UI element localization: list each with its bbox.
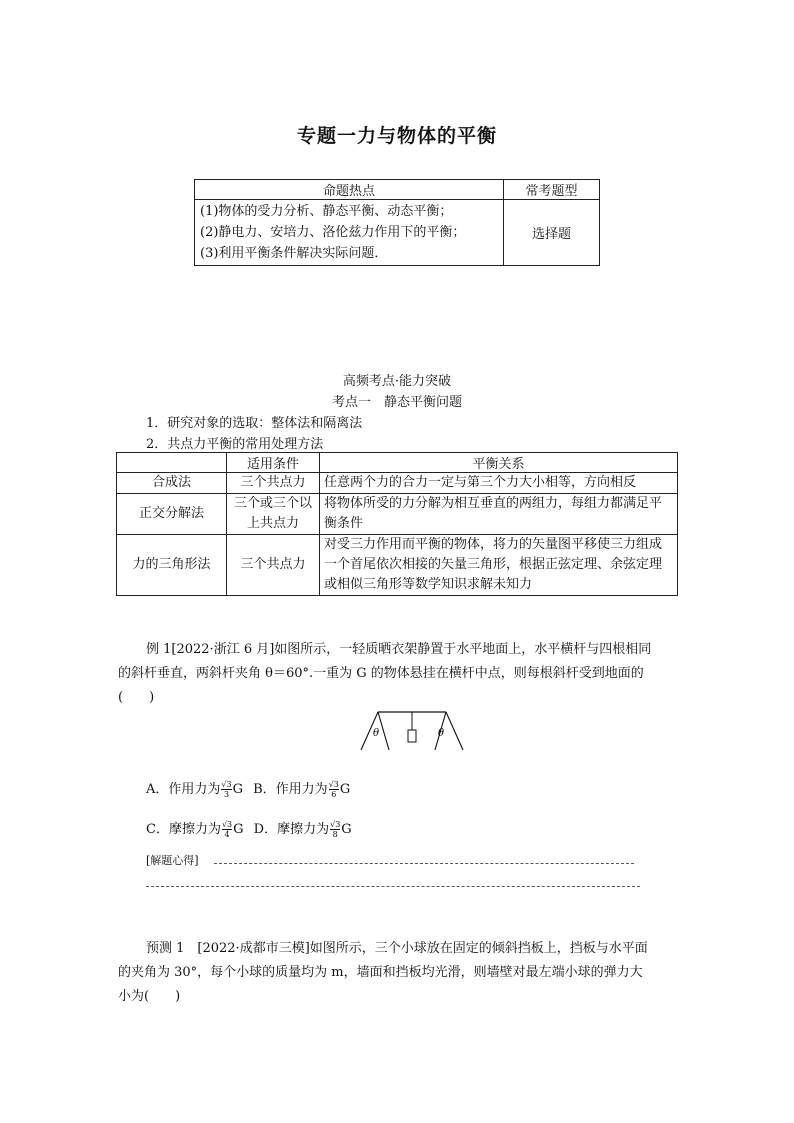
options-row-cd — [146, 818, 352, 839]
hot-topic-2: (2)静电力、安培力、洛伦兹力作用下的平衡； — [200, 225, 466, 240]
left-inner-rod — [378, 712, 389, 750]
hot-topic-1: (1)物体的受力分析、静态平衡、动态平衡； — [200, 204, 453, 219]
options-row-ab — [146, 778, 350, 799]
topic-table-header — [195, 180, 600, 200]
item-2: 2．共点力平衡的常用处理方法 — [146, 437, 324, 452]
hanging-weight — [408, 730, 416, 742]
clothes-rack-figure — [358, 706, 466, 754]
method-name: 合成法 — [117, 473, 227, 494]
option-c-suffix: G — [233, 822, 244, 837]
item-1: 1．研究对象的选取：整体法和隔离法 — [146, 416, 363, 431]
option-a-prefix: A．作用力为 — [146, 782, 221, 797]
example1-line1: 例 1[2022·浙江 6 月]如图所示，一轻质晒衣架静置于水平地面上，水平横杆与四根相同 — [146, 642, 652, 657]
section-subheading: 考点一 静态平衡问题 — [331, 395, 462, 410]
header-method — [117, 453, 227, 473]
option-d-suffix: G — [341, 822, 352, 837]
section-heading: 高频考点·能力突破 — [342, 374, 452, 389]
topic-table — [194, 179, 600, 266]
option-a-denominator: 3 — [223, 790, 230, 799]
method-relation: 对受三力作用而平衡的物体，将力的矢量图平移使三力组成一个首尾依次相接的矢量三角形，根据正弦定理、余弦定理或相似三角形等数学知识求解未知力 — [320, 535, 678, 596]
option-b-fraction — [329, 780, 339, 799]
methods-row — [117, 535, 678, 596]
option-c-fraction — [222, 820, 232, 839]
notes-line-2[interactable] — [146, 886, 640, 887]
option-c-prefix: C．摩擦力为 — [146, 822, 221, 837]
option-a-suffix: G — [232, 782, 243, 797]
methods-table — [116, 452, 678, 596]
notes-label: [解题心得] — [146, 854, 199, 867]
option-b-prefix: B．作用力为 — [253, 782, 328, 797]
option-c-numerator: √3 — [221, 820, 233, 829]
methods-row — [117, 494, 678, 535]
prediction1-line3: 小为( ) — [118, 989, 181, 1004]
question-type-cell: 选择题 — [504, 200, 600, 266]
option-a[interactable] — [146, 782, 247, 797]
right-outer-rod — [446, 712, 463, 750]
example1-line3: ( ) — [118, 690, 155, 705]
header-condition: 适用条件 — [227, 453, 320, 473]
option-a-fraction — [221, 780, 231, 799]
option-b[interactable] — [253, 782, 350, 797]
example1-line2: 的斜杆垂直，两斜杆夹角 θ＝60°.一重为 G 的物体悬挂在横杆中点，则每根斜杆受到地面的 — [118, 666, 644, 681]
prediction1-line2: 的夹角为 30°，每个小球的质量均为 m，墙面和挡板均光滑，则墙壁对最左端小球的弹力大 — [118, 965, 643, 980]
method-condition: 三个或三个以上共点力 — [227, 494, 320, 535]
option-d-numerator: √3 — [330, 820, 341, 829]
method-relation: 将物体所受的力分解为相互垂直的两组力，每组力都满足平衡条件 — [320, 494, 678, 535]
option-d-fraction — [330, 820, 340, 839]
header-question-type: 常考题型 — [504, 180, 600, 200]
option-b-numerator: √3 — [328, 780, 339, 789]
methods-table-header — [117, 453, 678, 473]
theta-label-right: θ — [438, 728, 445, 739]
hot-topics-cell — [195, 200, 504, 266]
method-condition: 三个共点力 — [227, 535, 320, 596]
option-d-denominator: 8 — [332, 830, 338, 839]
method-name: 力的三角形法 — [117, 535, 227, 596]
method-condition: 三个共点力 — [227, 473, 320, 494]
option-d-prefix: D．摩擦力为 — [253, 822, 330, 837]
prediction1-line1: 预测 1 [2022·成都市三模]如图所示，三个小球放在固定的倾斜挡板上，挡板与水平面 — [146, 941, 648, 956]
option-b-denominator: 6 — [331, 790, 337, 799]
option-a-numerator: √3 — [221, 780, 232, 789]
header-relation: 平衡关系 — [320, 453, 678, 473]
method-name: 正交分解法 — [117, 494, 227, 535]
hot-topic-3: (3)利用平衡条件解决实际问题． — [200, 246, 388, 261]
option-b-suffix: G — [339, 782, 351, 797]
notes-line-1[interactable] — [214, 863, 634, 864]
methods-row — [117, 473, 678, 494]
header-hot-topics: 命题热点 — [195, 180, 504, 200]
option-c[interactable] — [146, 822, 248, 837]
method-relation: 任意两个力的合力一定与第三个力大小相等，方向相反 — [320, 473, 678, 494]
theta-label-left: θ — [373, 728, 380, 739]
topic-table-row — [195, 200, 600, 266]
option-d[interactable] — [254, 822, 352, 837]
page-title: 专题一力与物体的平衡 — [296, 125, 497, 147]
option-c-denominator: 4 — [224, 830, 230, 839]
